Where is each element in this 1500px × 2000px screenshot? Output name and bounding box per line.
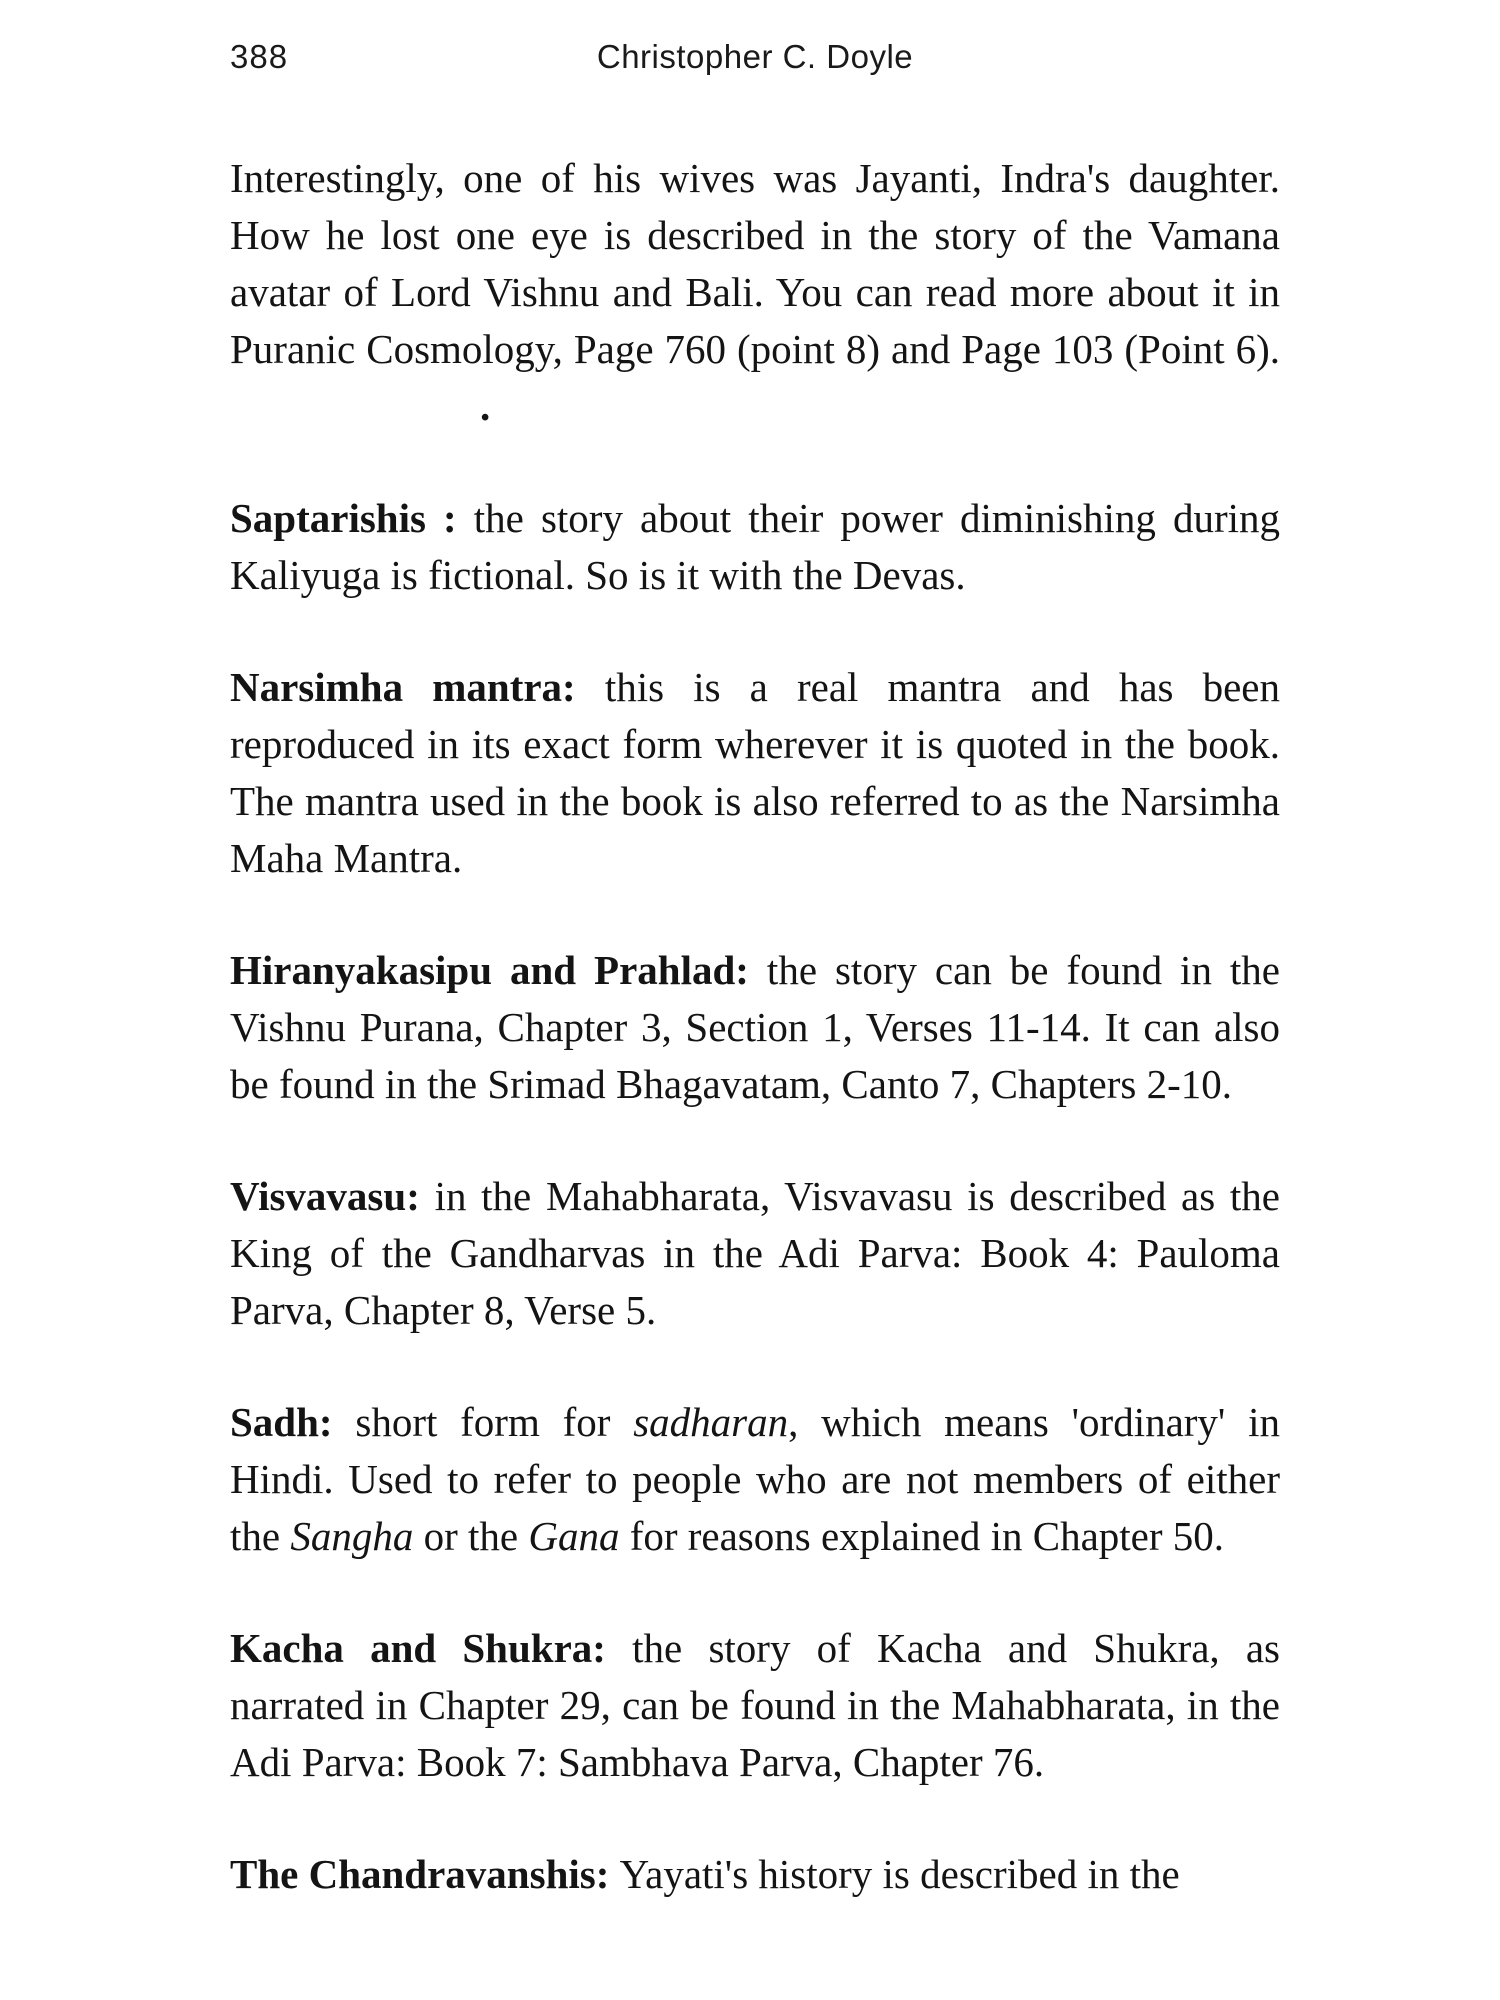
- stray-mark: .: [480, 383, 491, 429]
- glossary-entry-narsimha-mantra: [230, 659, 1280, 887]
- glossary-entry-chandravanshis: [230, 1846, 1280, 1903]
- entry-body: the story can be found in the Vishnu Purana, Chapter 3, Section 1, Verses 11-14. It can also be found in the Srimad Bhagavatam, Canto 7, Chapters 2-10.: [230, 947, 1280, 1107]
- entry-term: Sadh: [230, 1399, 319, 1445]
- entry-body-part: , which means 'ordinary' in Hindi. Used to refer to people who are not members of either the: [230, 1399, 1280, 1559]
- entry-body: the story of Kacha and Shukra, as narrated in Chapter 29, can be found in the Mahabharata, in the Adi Parva: Book 7: Sambhava Parva, Chapter 76.: [230, 1625, 1281, 1785]
- entry-body: in the Mahabharata, Visvavasu is described as the King of the Gandharvas in the Adi Parva: Book 4: Pauloma Parva, Chapter 8, Verse 5.: [230, 1173, 1280, 1333]
- entry-separator: :: [425, 495, 474, 541]
- glossary-entry-sadh: [230, 1394, 1280, 1565]
- running-title: Christopher C. Doyle: [596, 38, 914, 75]
- entry-separator: :: [595, 1851, 620, 1897]
- entry-separator: :: [562, 664, 605, 710]
- entry-body: this is a real mantra and has been reproduced in its exact form wherever it is quoted in the book. The mantra used in the book is also referred to as the Narsimha Maha Mantra.: [230, 664, 1280, 881]
- italic-term: Gana: [528, 1513, 620, 1559]
- entry-separator: :: [735, 947, 767, 993]
- glossary-entry-kacha-shukra: [230, 1620, 1280, 1791]
- entry-body-part: or the: [413, 1513, 529, 1559]
- entry-body: Yayati's history is described in the: [619, 1851, 1180, 1897]
- body-text: [230, 150, 1280, 1958]
- intro-paragraph: [230, 150, 1280, 435]
- italic-term: Sangha: [290, 1513, 414, 1559]
- page-number: 388: [230, 38, 289, 75]
- entry-term: Saptarishis: [230, 495, 426, 541]
- entry-term: Kacha and Shukra: [230, 1625, 593, 1671]
- entry-body: the story about their power diminishing during Kaliyuga is fictional. So is it with the Devas.: [230, 495, 1280, 598]
- entry-separator: :: [406, 1173, 435, 1219]
- entry-term: Visvavasu: [230, 1173, 407, 1219]
- glossary-entry-hiranyakasipu: [230, 942, 1280, 1113]
- glossary-entry-visvavasu: [230, 1168, 1280, 1339]
- entry-term: Hiranyakasipu and Prahlad: [230, 947, 736, 993]
- page-header: [230, 38, 1280, 98]
- entry-term: Narsimha mantra: [230, 664, 563, 710]
- entry-term: The Chandravanshis: [230, 1851, 596, 1897]
- glossary-entry-saptarishis: [230, 490, 1280, 604]
- italic-term: sadharan: [633, 1399, 789, 1445]
- entry-separator: :: [592, 1625, 633, 1671]
- intro-text: Interestingly, one of his wives was Jayanti, Indra's daughter. How he lost one eye is described in the story of the Vamana avatar of Lord Vishnu and Bali. You can read more about it in Puranic Cosmology, Page 760 (point 8) and Page 103 (Point 6).: [230, 155, 1280, 372]
- entry-separator: :: [318, 1399, 356, 1445]
- entry-body-part: for reasons explained in Chapter 50.: [619, 1513, 1225, 1559]
- entry-body-part: short form for: [355, 1399, 634, 1445]
